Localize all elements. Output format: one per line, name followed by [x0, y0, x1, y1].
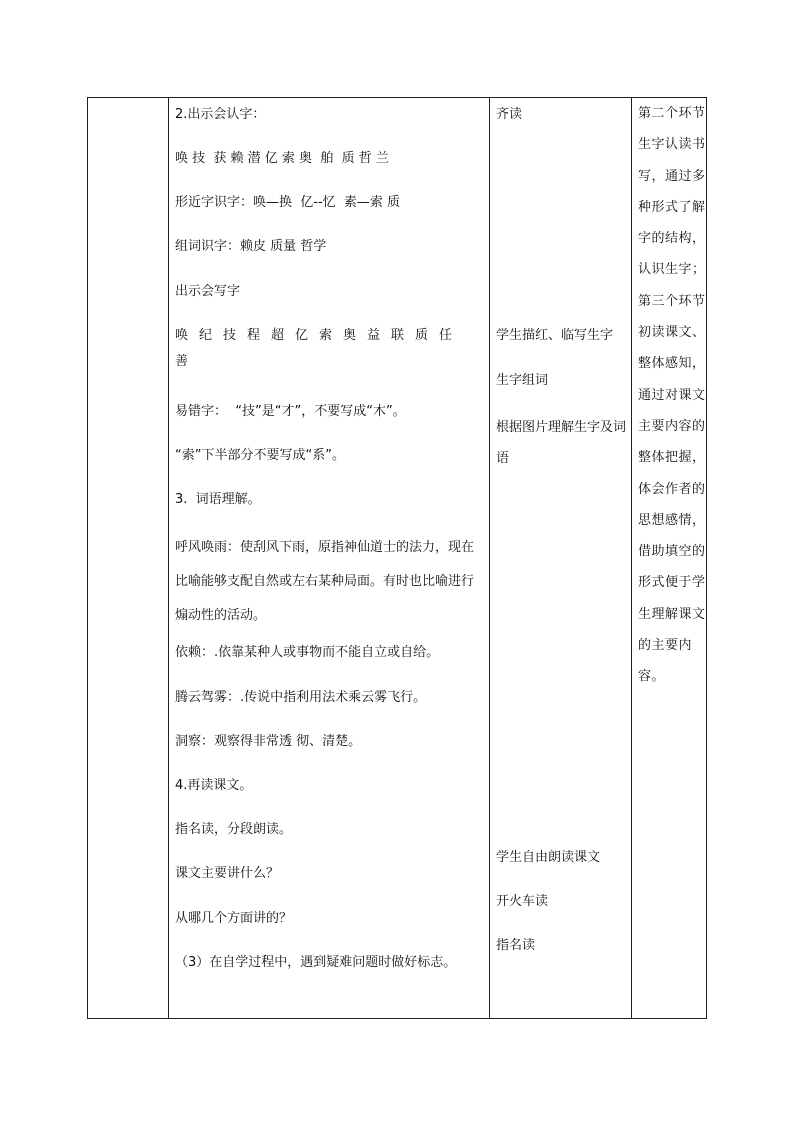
content-line: 形近字识字：唤—换 亿--忆 素—索 质 — [175, 195, 401, 210]
content-line: 4.再读课文。 — [175, 778, 253, 793]
teaching-content-column — [169, 98, 489, 1018]
content-line: 依赖：.依靠某种人或事物而不能自立或自给。 — [175, 645, 440, 660]
content-line: 腾云驾雾：.传说中指利用法术乘云雾飞行。 — [175, 690, 427, 705]
content-line: 组词识字：赖皮 质量 哲学 — [175, 239, 327, 254]
content-line: 呼风唤雨：使刮风下雨，原指神仙道士的法力，现在比喻能够支配自然或左右某种局面。有时也比喻进行煽动性的活动。 — [175, 540, 475, 623]
design-intent-column — [632, 98, 708, 1018]
content-line: 唤 技 获 赖 潜 亿 索 奥 舶 质 哲 兰 — [175, 151, 389, 166]
content-line: 3. 词语理解。 — [175, 492, 261, 507]
content-line: 唤纪技程超亿索奥益联质任善 — [175, 328, 464, 369]
content-line: 2.出示会认字： — [175, 107, 266, 122]
content-line: （3）在自学过程中，遇到疑难问题时做好标志。 — [175, 955, 457, 970]
activity-line: 学生描红、临写生字 — [496, 328, 614, 343]
content-line: 指名读，分段朗读。 — [175, 822, 293, 837]
empty-column — [88, 98, 168, 1018]
activity-line: 开火车读 — [496, 894, 549, 909]
activity-line: 齐读 — [496, 107, 523, 122]
activity-line: 生字组词 — [496, 373, 549, 388]
student-activity-column — [490, 98, 631, 1018]
lesson-table — [87, 97, 707, 1019]
content-line: 出示会写字 — [175, 284, 241, 299]
content-line: 从哪几个方面讲的？ — [175, 911, 293, 926]
content-line: “索”下半部分不要写成“系”。 — [175, 448, 345, 463]
content-line: 洞察：观察得非常透 彻、清楚。 — [175, 734, 362, 749]
activity-line: 学生自由朗读课文 — [496, 850, 601, 865]
design-intent-text: 第二个环节生字认读书写，通过多种形式了解字的结构，认识生字；第三个环节初读课文、整体感知，通过对课文主要内容的整体把握，体会作者的思想感情，借助填空的形式便于学生理解课文的主要内容。 — [638, 106, 706, 685]
content-line: 课文主要讲什么？ — [175, 866, 280, 881]
activity-line: 根据图片理解生字及词语 — [496, 420, 627, 466]
activity-line: 指名读 — [496, 938, 536, 953]
content-line: 易错字： “技”是“才”，不要写成“木”。 — [175, 404, 406, 419]
